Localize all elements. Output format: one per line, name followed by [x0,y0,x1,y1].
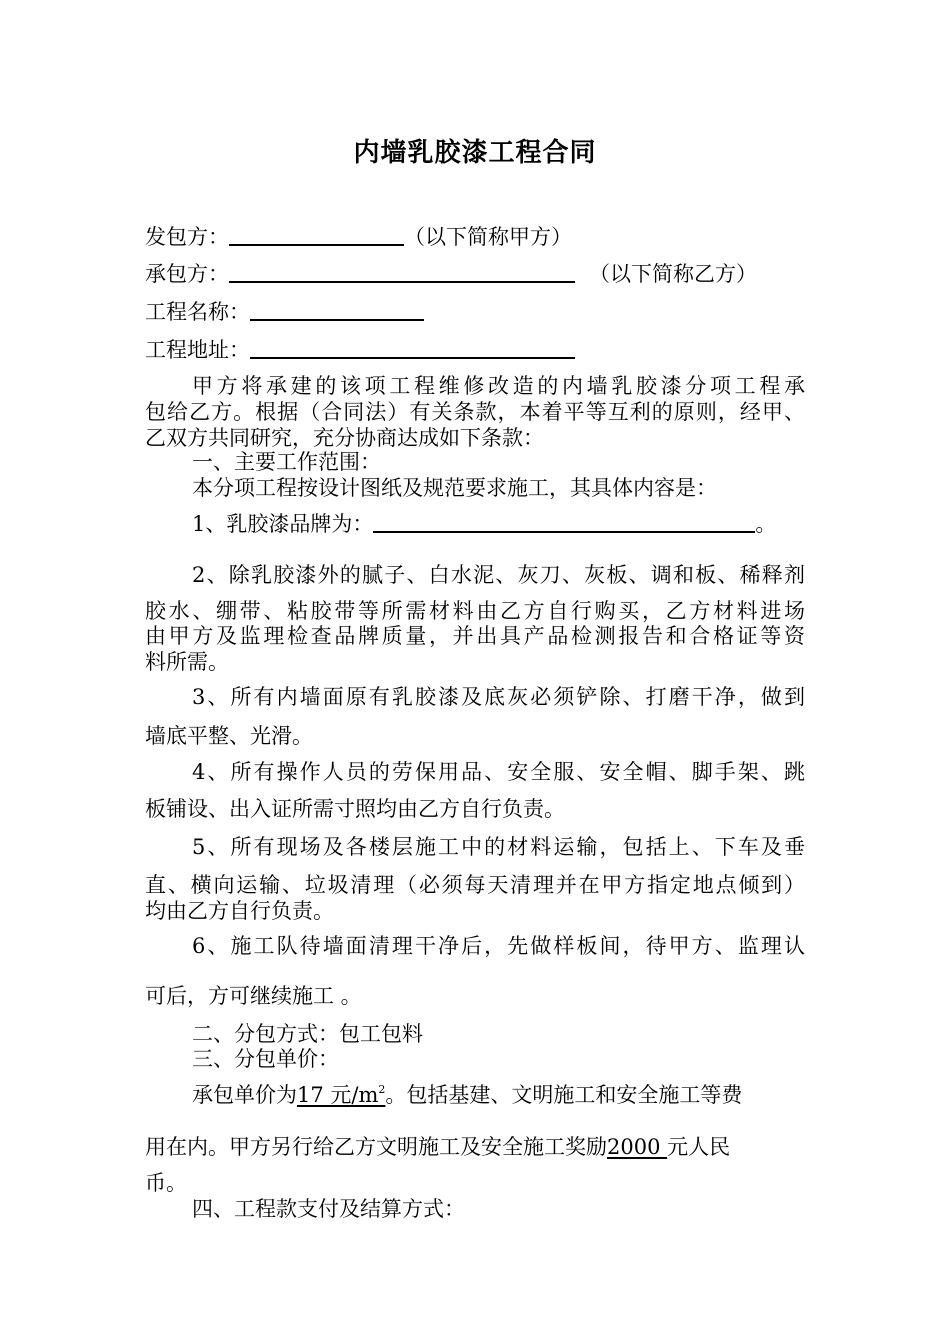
item3-line-1: 3、所有内墙面原有乳胶漆及底灰必须铲除、打磨干净，做到 [192,685,805,709]
intro-line-2: 包给乙方。根据（合同法）有关条款，本着平等互利的原则，经甲、 [145,400,805,424]
section1-heading: 一、主要工作范围： [192,450,381,474]
item1-end: 。 [755,512,777,536]
project-address-blank[interactable] [250,337,575,359]
subcontractor-row [145,261,757,287]
price-post: 。包括基建、文明施工和安全施工等费 [385,1083,743,1107]
intro-line-1: 甲方将承建的该项工程维修改造的内墙乳胶漆分项工程承 [192,374,805,398]
item2-line-1: 2、除乳胶漆外的腻子、白水泥、灰刀、灰板、调和板、稀释剂 [192,563,805,587]
reward-pre: 用在内。甲方另行给乙方文明施工及安全施工奖励 [145,1135,607,1159]
item3-line-2: 墙底平整、光滑。 [145,724,313,748]
contractor-blank[interactable] [229,224,404,246]
paint-brand-blank[interactable] [373,511,755,533]
price-line-2 [145,1134,730,1160]
item6-line-2: 可后，方可继续施工 。 [145,984,362,1008]
item2-line-2: 胶水、绷带、粘胶带等所需材料由乙方自行购买，乙方材料进场 [145,599,805,623]
project-name-blank[interactable] [250,299,424,321]
item6-line-1: 6、施工队待墙面清理干净后，先做样板间，待甲方、监理认 [192,934,805,958]
price-pre: 承包单价为 [192,1083,297,1107]
section2-heading: 二、分包方式：包工包料 [192,1022,423,1046]
section1-desc: 本分项工程按设计图纸及规范要求施工，其具体内容是： [192,476,717,500]
price-line-1 [192,1082,742,1108]
reward-value: 2000 [607,1135,668,1159]
item5-line-2: 直、横向运输、垃圾清理（必须每天清理并在甲方指定地点倾到） [145,873,805,897]
section4-heading: 四、工程款支付及结算方式： [192,1197,465,1221]
page-title: 内墙乳胶漆工程合同 [353,138,597,168]
subcontractor-label: 承包方： [145,262,229,286]
subcontractor-blank[interactable] [229,261,575,283]
item5-line-3: 均由乙方自行负责。 [145,899,334,923]
contractor-label: 发包方： [145,225,229,249]
subcontractor-note: （以下简称乙方） [589,262,757,286]
item1-label: 1、乳胶漆品牌为： [192,512,374,536]
section3-heading: 三、分包单价： [192,1047,339,1071]
item4-line-2: 板铺设、出入证所需寸照均由乙方自行负责。 [145,797,565,821]
reward-post: 元人民 [667,1135,731,1159]
item2-line-4: 料所需。 [145,650,229,674]
item5-line-1: 5、所有现场及各楼层施工中的材料运输，包括上、下车及垂 [192,835,805,859]
intro-line-3: 乙双方共同研究，充分协商达成如下条款： [145,426,544,450]
item1-row [192,511,776,537]
unit-price-value: 17 元$/m^2$ [297,1083,386,1107]
contractor-note: （以下简称甲方） [404,225,572,249]
project-address-row [145,337,575,363]
price-line-3: 币。 [145,1171,187,1195]
item2-line-3: 由甲方及监理检查品牌质量，并出具产品检测报告和合格证等资 [145,624,805,648]
project-name-row [145,299,424,325]
item4-line-1: 4、所有操作人员的劳保用品、安全服、安全帽、脚手架、跳 [192,760,805,784]
project-name-label: 工程名称： [145,300,250,324]
project-address-label: 工程地址： [145,338,250,362]
contractor-row [145,224,572,250]
